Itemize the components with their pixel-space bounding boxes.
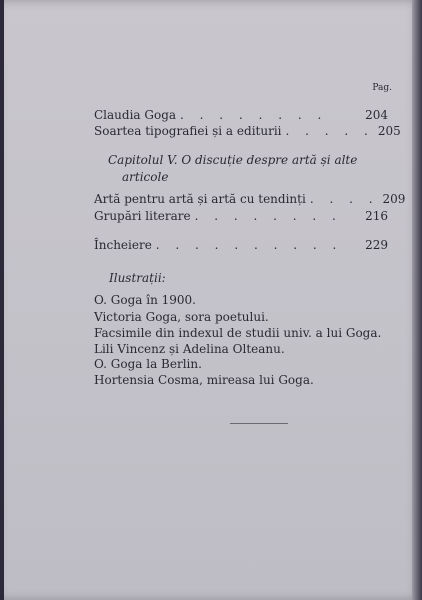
pag-column-label: Pag. [372, 83, 392, 93]
toc-leader-dots: . . . . . . . . . . [155, 238, 343, 252]
chapter-heading [108, 152, 398, 186]
illustration-item: O. Goga în 1900. [94, 293, 196, 307]
book-page [4, 0, 422, 600]
toc-row [94, 238, 388, 252]
page-edge-shadow [412, 0, 422, 600]
toc-entry-title: Încheiere [94, 238, 152, 252]
toc-page-number: 216 [365, 209, 388, 223]
toc-page-number: 205 [377, 124, 401, 138]
illustration-item: Victoria Goga, sora poetului. [94, 310, 269, 324]
toc-row [94, 108, 388, 122]
toc-leader-dots: . . . . [309, 192, 379, 206]
toc-entry-title: Soartea tipografiei și a editurii [94, 124, 282, 138]
illustration-item: Lili Vincenz și Adelina Olteanu. [94, 342, 285, 356]
chapter-heading-line: Capitolul V. O discuție despre artă și alte [108, 153, 358, 167]
toc-row [94, 124, 401, 138]
chapter-heading-line: articole [122, 170, 169, 184]
toc-page-number: 229 [365, 238, 388, 252]
toc-row [94, 192, 406, 206]
toc-leader-dots: . . . . . . . . [180, 108, 328, 122]
toc-entry-title: Artă pentru artă și artă cu tendinți [94, 192, 306, 206]
toc-page-number: 204 [365, 108, 388, 122]
illustration-item: Hortensia Cosma, mireasa lui Goga. [94, 373, 314, 387]
toc-row [94, 209, 388, 223]
illustrations-heading: Ilustrații: [109, 271, 166, 285]
section-divider [230, 423, 288, 424]
illustration-item: O. Goga la Berlin. [94, 357, 202, 371]
toc-entry-title: Claudia Goga [94, 108, 177, 122]
toc-leader-dots: . . . . . . . . [194, 209, 342, 223]
toc-entry-title: Grupări literare [94, 209, 191, 223]
toc-leader-dots: . . . . . [285, 124, 374, 138]
illustration-item: Facsimile din indexul de studii univ. a lui Goga. [94, 326, 382, 340]
toc-page-number: 209 [382, 192, 406, 206]
